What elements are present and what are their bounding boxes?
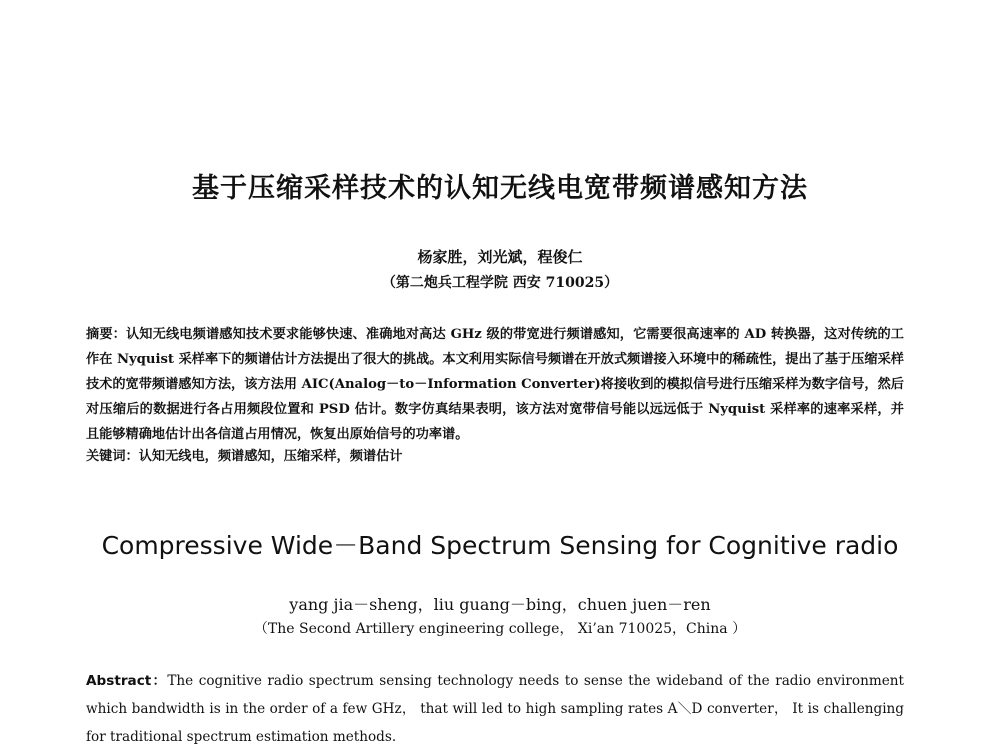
chinese-authors: 杨家胜，刘光斌，程俊仁	[417, 248, 583, 266]
chinese-affiliation: （第二炮兵工程学院 西安 710025）	[381, 275, 619, 291]
english-authors: yang jia－sheng，liu guang－bing，chuen juen－ren	[289, 595, 711, 614]
chinese-keywords-text: 认知无线电，频谱感知，压缩采样，频谱估计	[138, 449, 403, 464]
chinese-title: 基于压缩采样技术的认知无线电宽带频谱感知方法	[192, 173, 808, 204]
chinese-abstract-text: 认知无线电频谱感知技术要求能够快速、准确地对高达 GHz 级的带宽进行频谱感知，它需要很高速率的 AD 转换器，这对传统的工作在 Nyquist 采样率下的频谱估计方法提出了很大的挑战。本文利用实际信号频谱在开放式频谱接入环境中的稀疏性，提出了基于压缩采样技术的宽带频谱感知方法，该方法用 AIC(Analog－to－Information Converter)将接收到的模拟信号进行压缩采样为数字信号，然后对压缩后的数据进行各占用频段位置和 PSD 估计。数字仿真结果表明，该方法对宽带信号能以远远低于 Nyquist 采样率的速率采样，并且能够精确地估计出各信道占用情况，恢复出原始信号的功率谱。	[86, 327, 904, 442]
english-abstract-text: The cognitive radio spectrum sensing technology needs to sense the wideband of the radio environment which bandwidth is in the order of a few GHz， that will led to high sampling rates A＼D converter， It is challenging for traditional spectrum estimation methods.	[86, 673, 904, 745]
chinese-keywords-label: 关键词：	[86, 449, 139, 464]
english-affiliation: （The Second Artillery engineering college， Xi’an 710025，China ）	[253, 621, 747, 637]
chinese-keywords	[86, 446, 904, 468]
english-title: Compressive Wide－Band Spectrum Sensing for Cognitive radio	[101, 531, 899, 560]
english-abstract-label: Abstract：	[86, 673, 168, 689]
chinese-abstract-label: 摘要：	[86, 327, 126, 342]
chinese-abstract	[86, 322, 904, 447]
english-abstract	[86, 667, 904, 751]
